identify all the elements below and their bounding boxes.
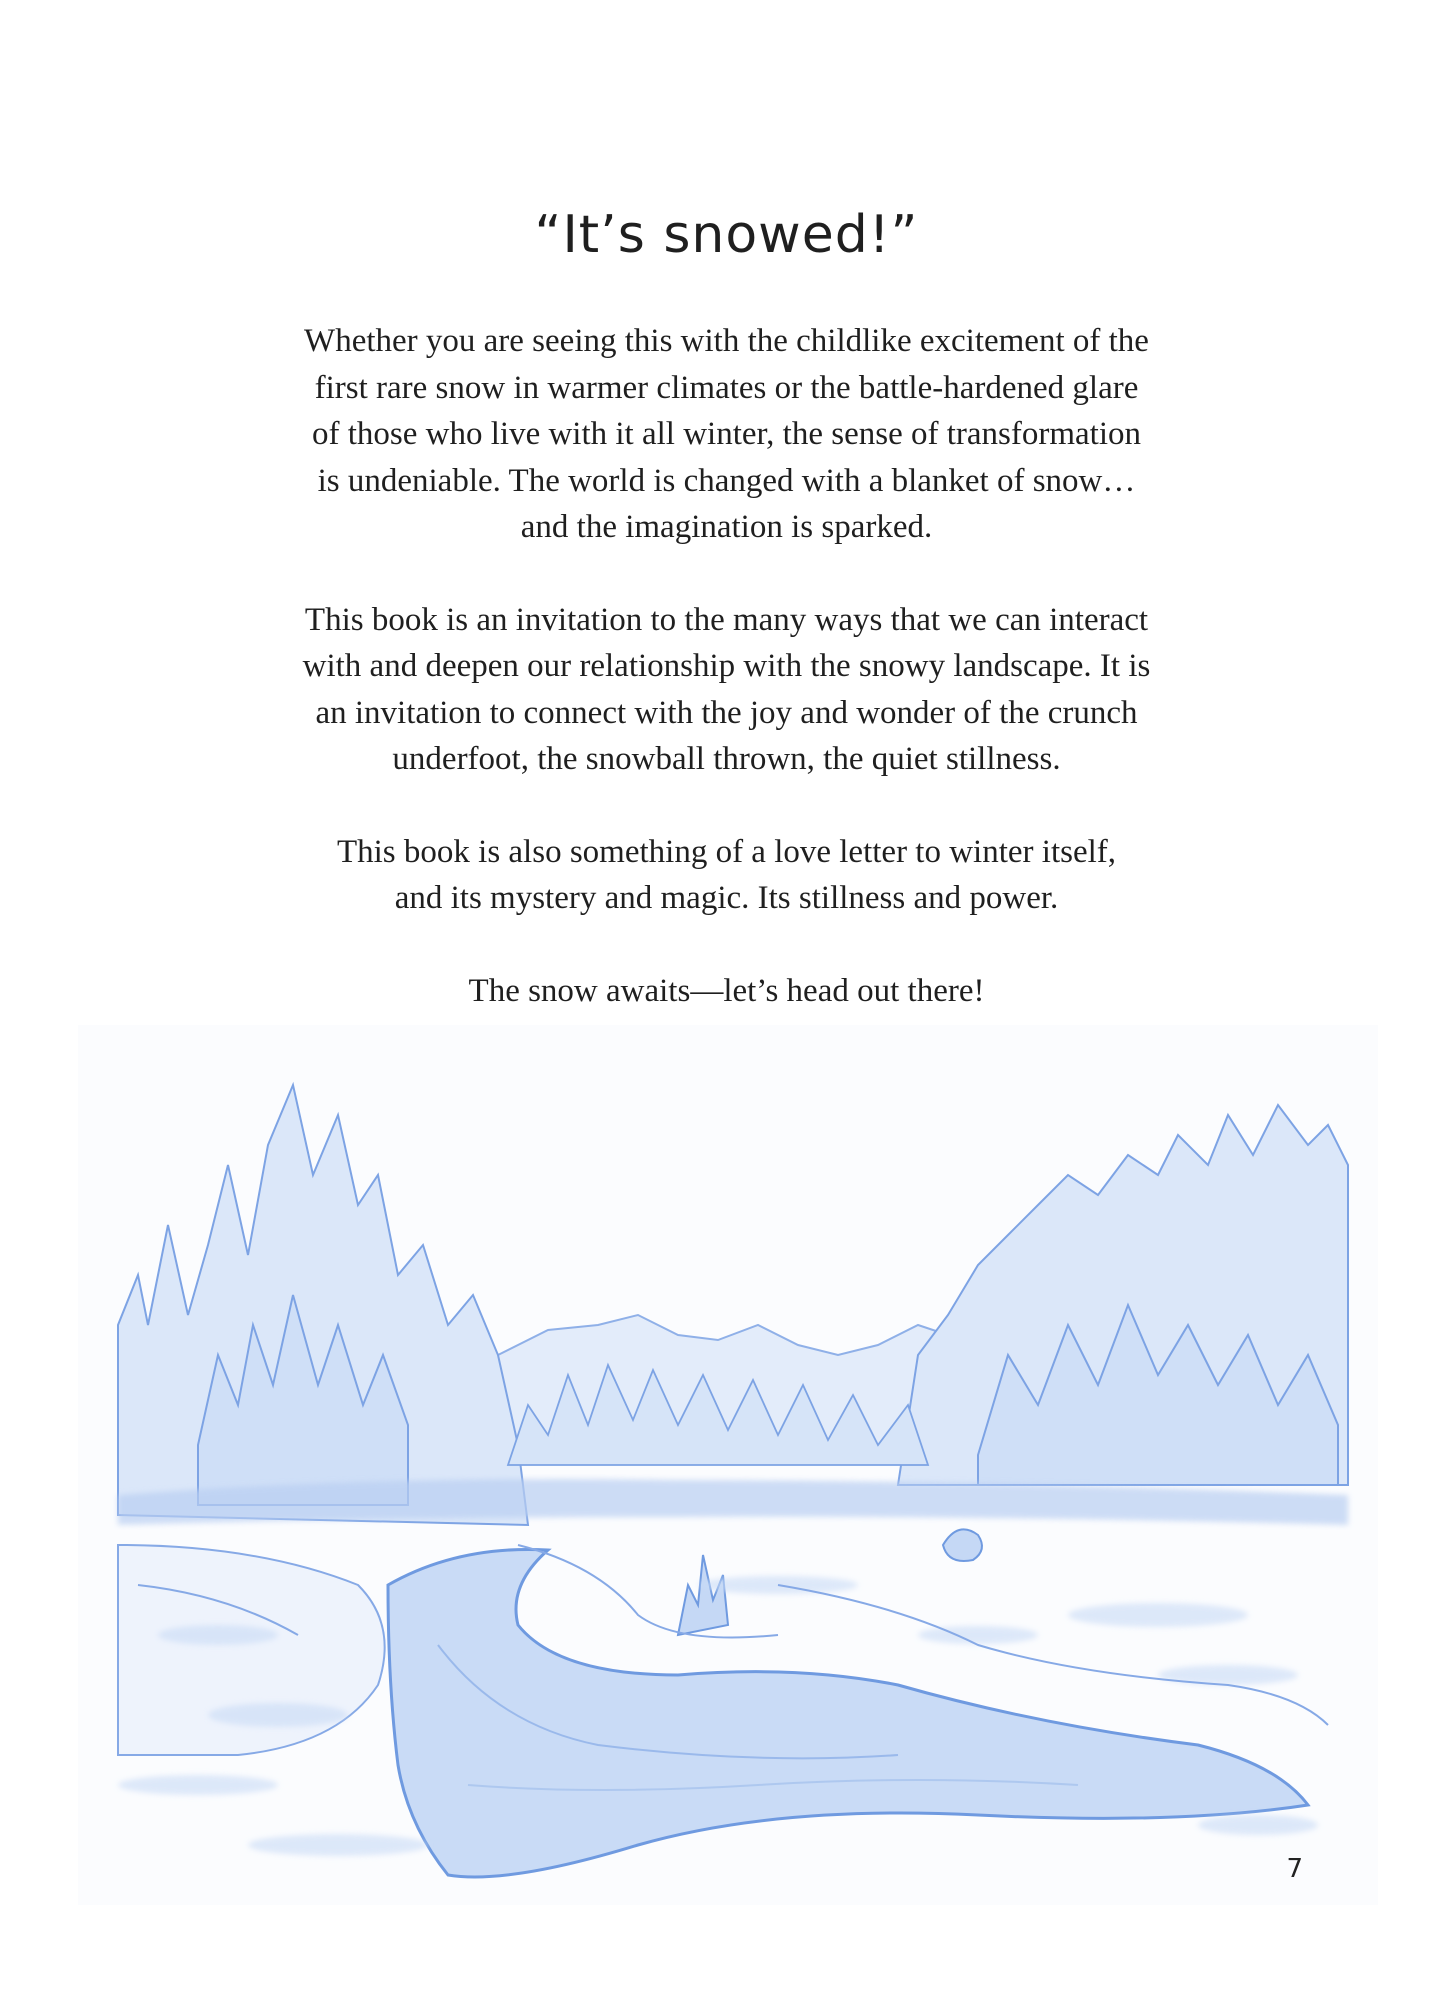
text-line: first rare snow in warmer climates or the battle-hardened glare — [314, 369, 1139, 406]
text-line: and its mystery and magic. Its stillness and power. — [394, 880, 1059, 916]
text-line: underfoot, the snowball thrown, the quiet stillness. — [392, 741, 1061, 777]
paragraph — [200, 318, 1253, 551]
text-line: This book is also something of a love letter to winter itself, — [336, 833, 1117, 870]
page-title: “It’s snowed!” — [534, 205, 919, 265]
snowy-forest-stream-icon — [78, 1025, 1378, 1905]
text-line: with and deepen our relationship with the snowy landscape. It is — [302, 648, 1151, 684]
text-line: of those who live with it all winter, the sense of transformation — [312, 416, 1141, 452]
paragraph — [200, 829, 1253, 922]
text-line: an invitation to connect with the joy and wonder of the crunch — [315, 694, 1138, 731]
paragraph — [200, 597, 1253, 783]
text-line: Whether you are seeing this with the childlike excitement of the — [304, 323, 1149, 359]
text-line: and the imagination is sparked. — [520, 509, 933, 545]
snowy-forest-illustration — [78, 1025, 1378, 1905]
text-line: This book is an invitation to the many ways that we can interact — [304, 601, 1149, 638]
text-line: The snow awaits—let’s head out there! — [468, 972, 985, 1009]
text-line: is undeniable. The world is changed with a blanket of snow… — [317, 462, 1136, 499]
paragraph — [200, 968, 1253, 1015]
page-number: 7 — [1286, 1854, 1303, 1884]
body-text — [200, 318, 1253, 1060]
